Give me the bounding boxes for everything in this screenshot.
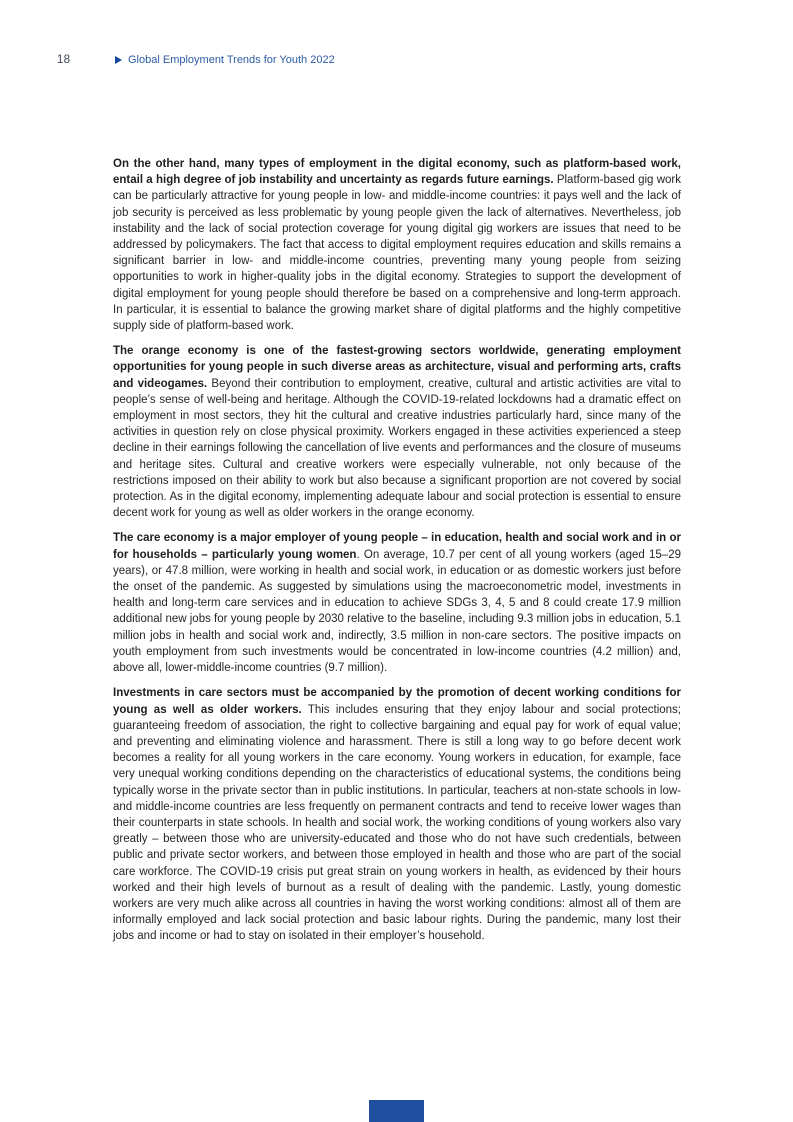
- paragraph-body: Beyond their contribution to employment, creative, cultural and artistic activities are vital to people’s sense of well-being and heritage. Although the COVID-19-related lockdowns had a dramatic effect on employment in most sectors, they hit the cultural and creative industries particularly hard, since many of the activities in question rely on close physical proximity. Workers engaged in these activities experienced a steep decline in their earnings following the cancellation of live events and performances and the closure of museums and heritage sites. Cultural and creative workers were especially vulnerable, not only because of the restrictions imposed on their ability to work but also because a significant proportion are not covered by social protection. As in the digital economy, implementing adequate labour and social protection is essential to ensure decent work for young as well as older workers in the orange economy.: [113, 377, 682, 520]
- paragraph-body: This includes ensuring that they enjoy labour and social protections; guaranteeing freedom of association, the right to collective bargaining and equal pay for work of equal value; and preventing and eliminating violence and harassment. There is still a long way to go before decent work becomes a reality for all young workers in the care economy. Young workers in education, for example, face very unequal working conditions depending on the characteristics of educational systems, the conditions being typically worse in the private sector than in public institutions. In particular, teachers at non-state schools in low- and middle-income countries are less frequently on permanent contracts and tend to receive lower wages than their counterparts in state schools. In health and social work, the working conditions of young workers also vary greatly – between those who are university-educated and those who do not have such credentials, between public and private sector workers, and between those employed in health and those who are part of the social care workforce. The COVID-19 crisis put great strain on young workers in health, as evidenced by their hours worked and their high levels of burnout as a result of dealing with the pandemic. Lastly, young domestic workers are very much alike across all countries in having the worst working conditions: almost all of them are informally employed and lack social protection and basic labour rights. During the pandemic, many lost their jobs and income or had to stay on isolated in their employer’s household.: [113, 703, 681, 943]
- paragraph-lead: Investments in care sectors must be accompanied by the promotion of decent working conditions for young as well as older workers.: [113, 687, 681, 716]
- paragraph: [113, 530, 681, 676]
- paragraph-body: Platform-based gig work can be particularly attractive for young people in low- and middle-income countries: it pays well and the lack of job security is perceived as less problematic by young people given the lack of alternatives. Nevertheless, job instability and the lack of social protection coverage for young digital gig workers are issues that need to be addressed by policymakers. The fact that access to digital employment requires education and skills remains a significant barrier in low- and middle-income countries, preventing many young people from seizing opportunities to work in higher-quality jobs in the digital economy. Strategies to support the development of digital employment for young people should therefore be based on a comprehensive and long-term approach. In particular, it is essential to balance the growing market share of digital platforms and the highly competitive supply side of platform-based work.: [113, 174, 681, 333]
- page-number: 18: [57, 54, 71, 66]
- paragraph: [113, 343, 681, 521]
- play-triangle-icon: [115, 56, 122, 64]
- footer-brand-block: [369, 1100, 424, 1122]
- body-text-column: [113, 156, 681, 954]
- paragraph-body: . On average, 10.7 per cent of all young workers (aged 15–29 years), or 47.8 million, were working in health and social work, in education or as domestic workers just before the onset of the pandemic. As suggested by simulations using the macroeconometric model, investments in health and long-term care services and in education to achieve SDGs 3, 4, 5 and 8 could create 17.9 million additional new jobs for young people by 2030 relative to the baseline, including 9.3 million jobs in education, 5.1 million jobs in health and social work and, indirectly, 3.5 million in non-care sectors. The positive impacts on youth employment from such investments would be concentrated in low-income countries (4.2 million) and, above all, lower-middle-income countries (9.7 million).: [113, 548, 681, 675]
- paragraph-lead: The orange economy is one of the fastest-growing sectors worldwide, generating employment opportunities for young people in such diverse areas as architecture, visual and performing arts, crafts and videogames.: [113, 345, 681, 390]
- paragraph: [113, 685, 681, 944]
- paragraph: [113, 156, 681, 334]
- paragraph-lead: The care economy is a major employer of young people – in education, health and social work and in or for households – particularly young women: [113, 532, 681, 561]
- report-title: Global Employment Trends for Youth 2022: [128, 54, 335, 66]
- paragraph-lead: On the other hand, many types of employment in the digital economy, such as platform-based work, entail a high degree of job instability and uncertainty as regards future earnings.: [113, 158, 681, 187]
- running-header: [115, 54, 335, 66]
